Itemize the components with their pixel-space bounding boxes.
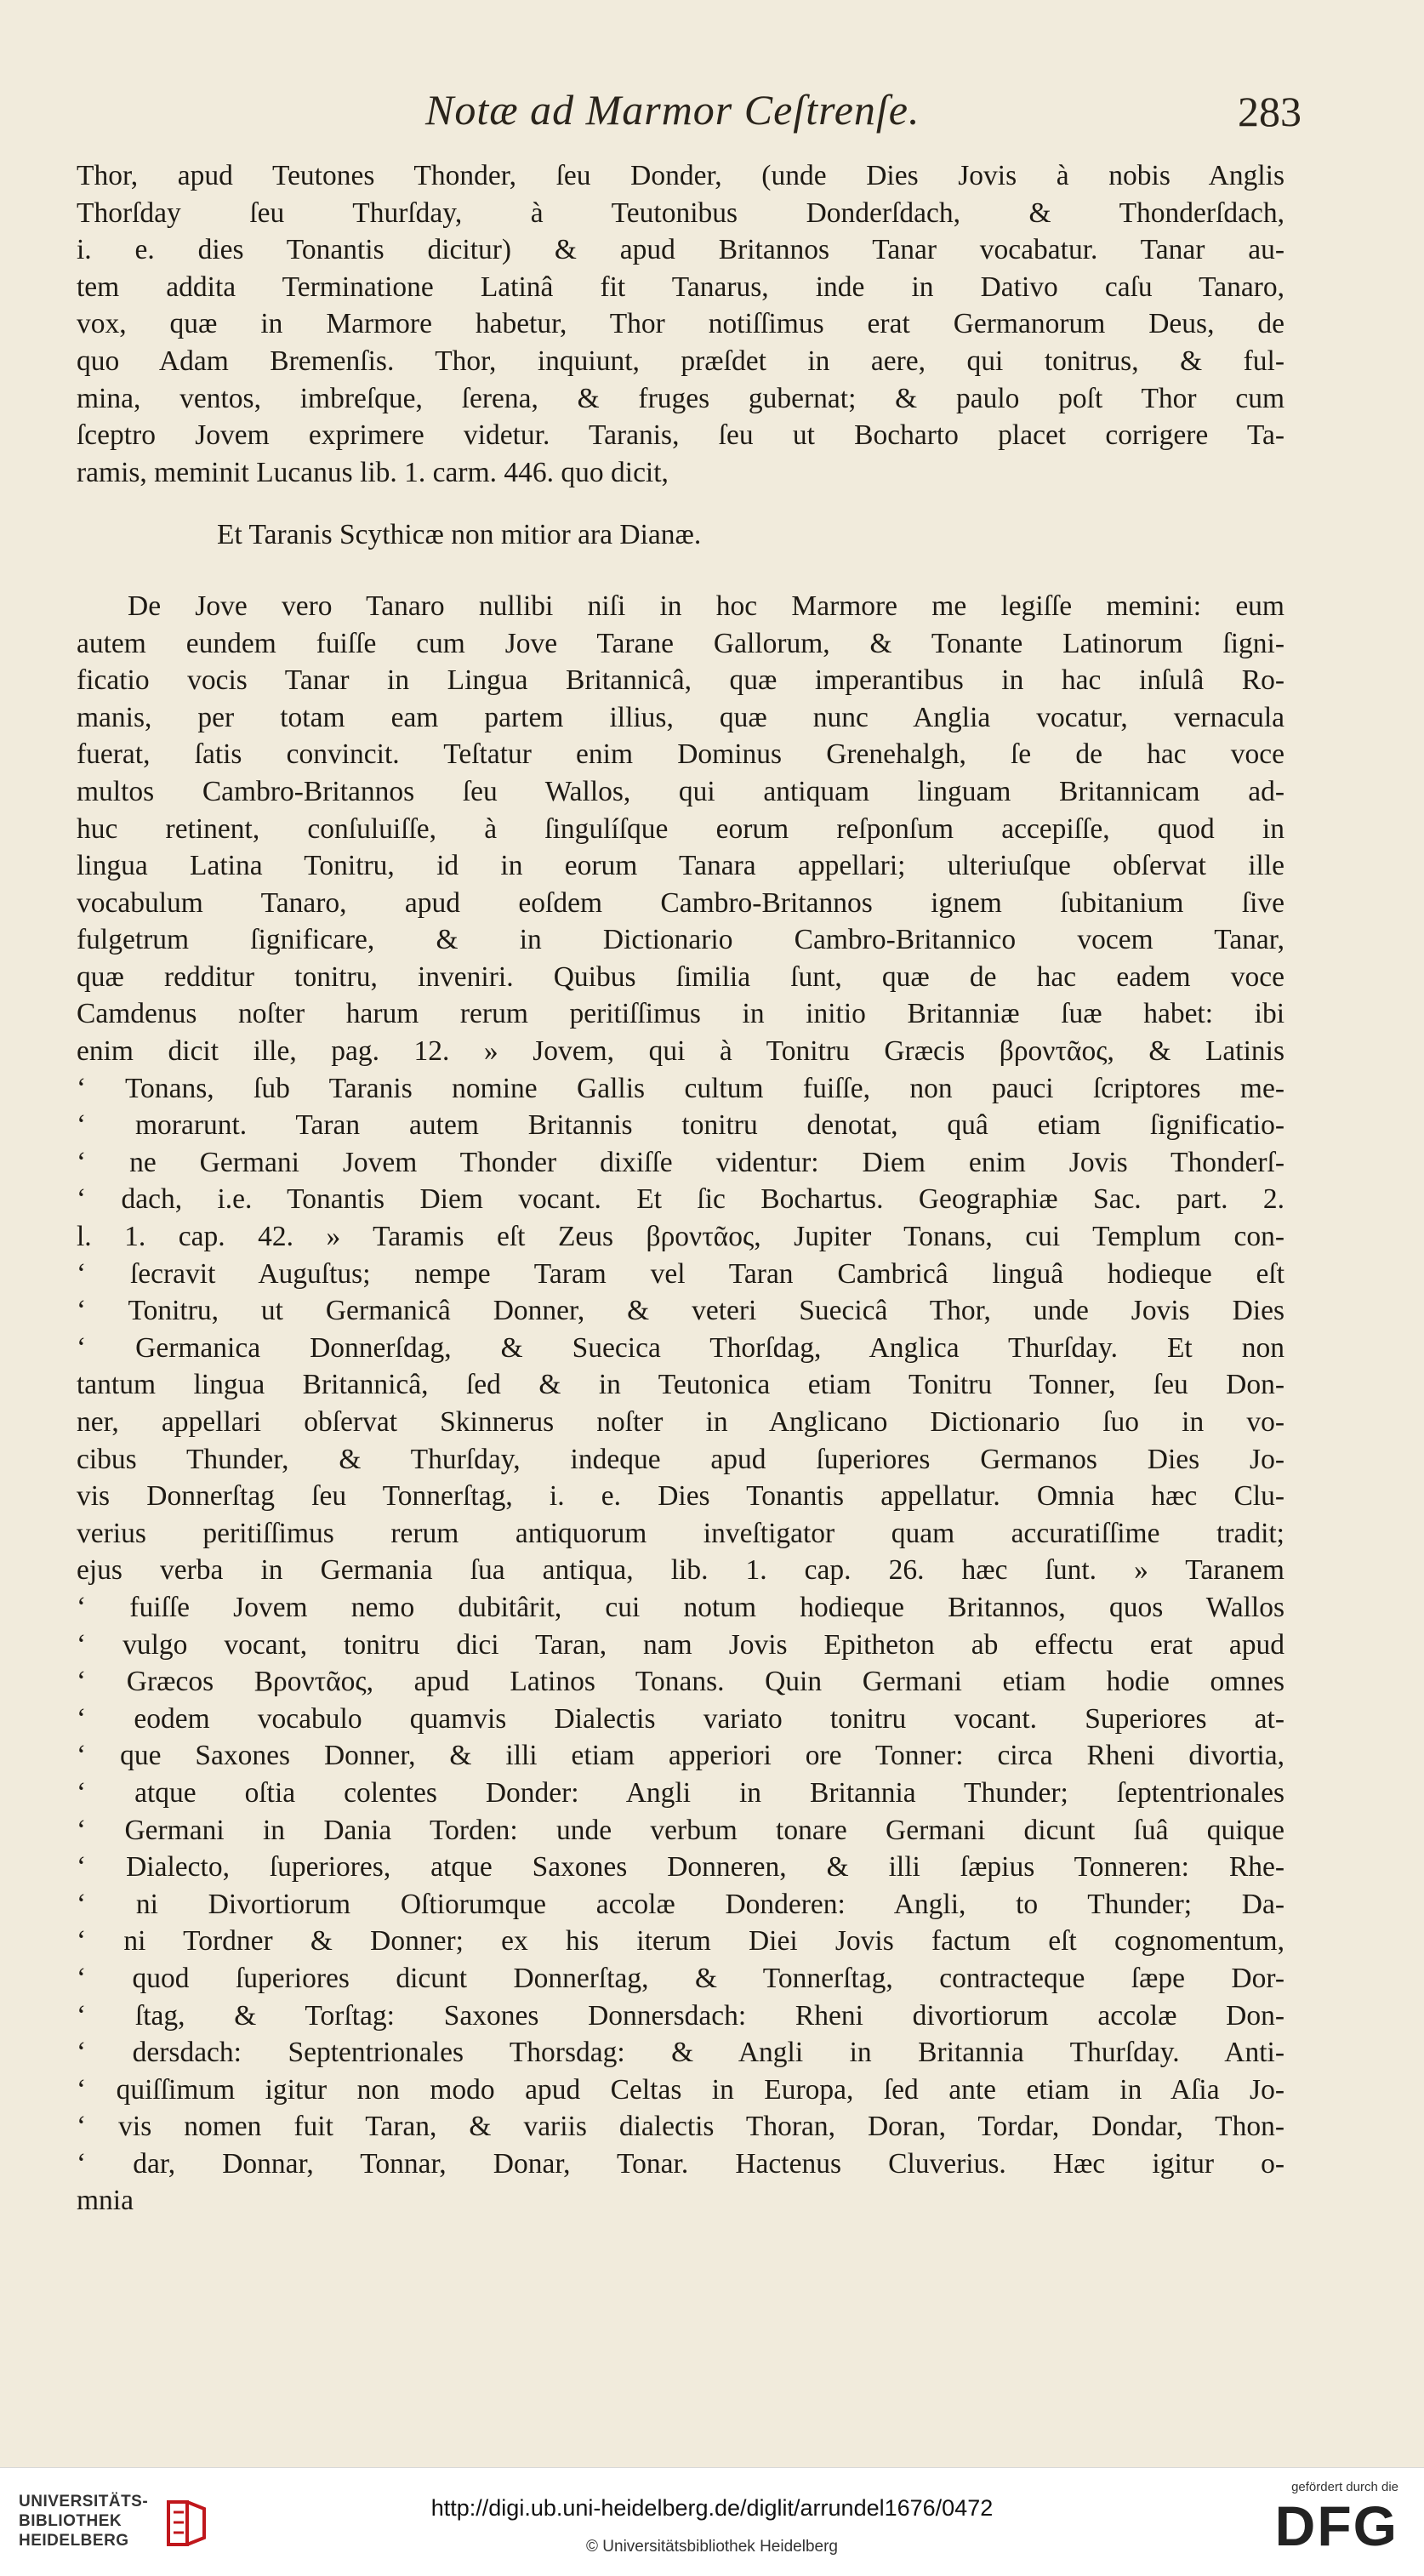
text-line: verius peritiſſimus rerum antiquorum inveſtigator quam accuratiſſime tradit; <box>77 1517 1284 1549</box>
text-line: autem eundem fuiſſe cum Jove Tarane Gallorum, & Tonante Latinorum ſigni- <box>77 627 1284 659</box>
text-line: ‘ Dialecto, ſuperiores, atque Saxones Donneren, & illi ſæpius Tonneren: Rhe- <box>77 1851 1284 1884</box>
dfg-logo[interactable] <box>1237 2480 1398 2565</box>
text-line: ‘ quod ſuperiores dicunt Donnerſtag, & Tonnerſtag, contracteque ſæpe Dor- <box>77 1962 1284 1994</box>
text-line: ‘ morarunt. Taran autem Britannis tonitru denotat, quâ etiam ſignificatio- <box>77 1109 1284 1142</box>
text-line: ‘ vulgo vocant, tonitru dici Taran, nam Jovis Epitheton ab effectu erat apud <box>77 1628 1284 1661</box>
text-line: quæ redditur tonitru, inveniri. Quibus ſimilia ſunt, quæ de hac eadem voce <box>77 960 1284 993</box>
text-line: Thorſday ſeu Thurſday, à Teutonibus Donderſdach, & Thonderſdach, <box>77 197 1284 229</box>
text-line: fulgetrum ſignificare, & in Dictionario Cambro-Britannico vocem Tanar, <box>77 924 1284 956</box>
text-line: huc retinent, conſuluiſſe, à ſingulíſque eorum reſponſum accepiſſe, quod in <box>77 812 1284 845</box>
text-line: mina, ventos, imbreſque, ſerena, & fruges gubernat; & paulo poſt Thor cum <box>77 382 1284 414</box>
text-line: i. e. dies Tonantis dicitur) & apud Britannos Tanar vocabatur. Tanar au- <box>77 234 1284 266</box>
text-line: ſceptro Jovem exprimere videtur. Taranis, ſeu ut Bocharto placet corrigere Ta- <box>77 419 1284 452</box>
dfg-wordmark: DFG <box>1274 2494 1398 2557</box>
text-line: ‘ atque oſtia colentes Donder: Angli in Britannia Thunder; ſeptentrionales <box>77 1776 1284 1809</box>
page-number: 283 <box>1238 88 1302 135</box>
text-line: ner, appellari obſervat Skinnerus noſter in Anglicano Dictionario ſuo in vo- <box>77 1406 1284 1438</box>
viewer-footer <box>0 2467 1424 2576</box>
text-line: ‘ Tonitru, ut Germanicâ Donner, & veteri Suecicâ Thor, unde Jovis Dies <box>77 1295 1284 1327</box>
text-line: ‘ Germanica Donnerſdag, & Suecica Thorſdag, Anglica Thurſday. Et non <box>77 1331 1284 1364</box>
text-line: vocabulum Tanaro, apud eoſdem Cambro-Britannos ignem ſubitanium ſive <box>77 886 1284 919</box>
text-line: Thor, apud Teutones Thonder, ſeu Donder, (unde Dies Jovis à nobis Anglis <box>77 160 1284 191</box>
text-line: l. 1. cap. 42. » Taramis eſt Zeus βροντᾶος, Jupiter Tonans, cui Templum con- <box>77 1221 1284 1253</box>
text-line: ‘ ſtag, & Torſtag: Saxones Donnersdach: Rheni divortiorum accolæ Don- <box>77 1999 1284 2032</box>
text-line: ‘ ni Tordner & Donner; ex his iterum Diei Jovis factum eſt cognomentum, <box>77 1925 1284 1958</box>
text-line: ‘ que Saxones Donner, & illi etiam apperiori ore Tonner: circa Rheni divortia, <box>77 1740 1284 1772</box>
text-line: ‘ ni Divortiorum Oſtiorumque accolæ Donderen: Angli, to Thunder; Da- <box>77 1888 1284 1920</box>
text-line: fuerat, ſatis convincit. Teſtatur enim Dominus Grenehalgh, ſe de hac voce <box>77 738 1284 771</box>
text-line: ‘ vis nomen fuit Taran, & variis dialectis Thoran, Doran, Tordar, Dondar, Thon- <box>77 2111 1284 2143</box>
page-header <box>425 85 1302 153</box>
text-line: lingua Latina Tonitru, id in eorum Tanara appellari; ulteriuſque obſervat ille <box>77 850 1284 882</box>
text-line: Camdenus noſter harum rerum peritiſſimus in initio Britanniæ ſuæ habet: ibi <box>77 998 1284 1030</box>
paragraph-tanaro <box>77 588 1284 2220</box>
text-line: ‘ ſecravit Auguſtus; nempe Taram vel Taran Cambricâ linguâ hodieque eſt <box>77 1257 1284 1290</box>
text-line: mnia <box>77 2185 134 2217</box>
text-line: cibus Thunder, & Thurſday, indeque apud ſuperiores Germanos Dies Jo- <box>77 1443 1284 1475</box>
body-text <box>77 157 1284 2220</box>
text-line: ejus verba in Germania ſua antiqua, lib. 1. cap. 26. hæc ſunt. » Taranem <box>77 1554 1284 1587</box>
text-line: ramis, meminit Lucanus lib. 1. carm. 446. quo dicit, <box>77 456 669 488</box>
text-line: ‘ Græcos Βροντᾶος, apud Latinos Tonans. Quin Germani etiam hodie omnes <box>77 1666 1284 1698</box>
text-line: ‘ Germani in Dania Torden: unde verbum tonare Germani dicunt ſuâ quique <box>77 1814 1284 1846</box>
text-line: De Jove vero Tanaro nullibi niſi in hoc Marmore me legiſſe memini: eum <box>128 590 1284 622</box>
text-line: ficatio vocis Tanar in Lingua Britannicâ, quæ imperantibus in hac inſulâ Ro- <box>77 664 1284 697</box>
dfg-caption: gefördert durch die <box>1291 2480 1398 2494</box>
verse-quotation: Et Taranis Scythicæ non mitior ara Dianæ. <box>217 519 702 551</box>
text-line: manis, per totam eam partem illius, quæ nunc Anglia vocatur, vernacula <box>77 701 1284 733</box>
text-line: ‘ dar, Donnar, Tonnar, Donar, Tonar. Hactenus Cluverius. Hæc igitur o- <box>77 2147 1284 2180</box>
copyright-notice: © Universitätsbibliothek Heidelberg <box>586 2538 838 2556</box>
text-line: ‘ dersdach: Septentrionales Thorsdag: & Angli in Britannia Thurſday. Anti- <box>77 2037 1284 2069</box>
text-line: ‘ Tonans, ſub Taranis nomine Gallis cultum fuiſſe, non pauci ſcriptores me- <box>77 1072 1284 1104</box>
permalink-url[interactable]: http://digi.ub.uni-heidelberg.de/diglit/arrundel1676/0472 <box>430 2495 994 2521</box>
text-line: ‘ eodem vocabulo quamvis Dialectis variato tonitru vocant. Superiores at- <box>77 1702 1284 1735</box>
text-line: vis Donnerſtag ſeu Tonnerſtag, i. e. Dies Tonantis appellatur. Omnia hæc Clu- <box>77 1480 1284 1513</box>
text-line: tantum lingua Britannicâ, ſed & in Teutonica etiam Tonitru Tonner, ſeu Don- <box>77 1369 1284 1401</box>
library-name: UNIVERSITÄTS- BIBLIOTHEK HEIDELBERG <box>19 2493 149 2550</box>
text-line: multos Cambro-Britannos ſeu Wallos, qui antiquam linguam Britannicam ad- <box>77 775 1284 807</box>
text-line: ‘ dach, i.e. Tonantis Diem vocant. Et ſic Bochartus. Geographiæ Sac. part. 2. <box>77 1183 1284 1216</box>
text-line: ‘ fuiſſe Jovem nemo dubitârit, cui notum hodieque Britannos, quos Wallos <box>77 1591 1284 1623</box>
text-line: enim dicit ille, pag. 12. » Jovem, qui à Tonitru Græcis βροντᾶος, & Latinis <box>77 1035 1284 1068</box>
text-line: ‘ ne Germani Jovem Thonder dixiſſe videntur: Diem enim Jovis Thonderſ- <box>77 1146 1284 1178</box>
text-line: ‘ quiſſimum igitur non modo apud Celtas in Europa, ſed ante etiam in Aſia Jo- <box>77 2073 1284 2106</box>
running-title: Notæ ad Marmor Ceſtrenſe. <box>425 86 920 134</box>
text-line: tem addita Terminatione Latinâ fit Tanarus, inde in Dativo caſu Tanaro, <box>77 271 1284 303</box>
text-line: vox, quæ in Marmore habetur, Thor notiſſimus erat Germanorum Deus, de <box>77 308 1284 340</box>
text-line: quo Adam Bremenſis. Thor, inquiunt, præſdet in aere, qui tonitrus, & ful- <box>77 345 1284 377</box>
paragraph-thor <box>77 157 1284 491</box>
